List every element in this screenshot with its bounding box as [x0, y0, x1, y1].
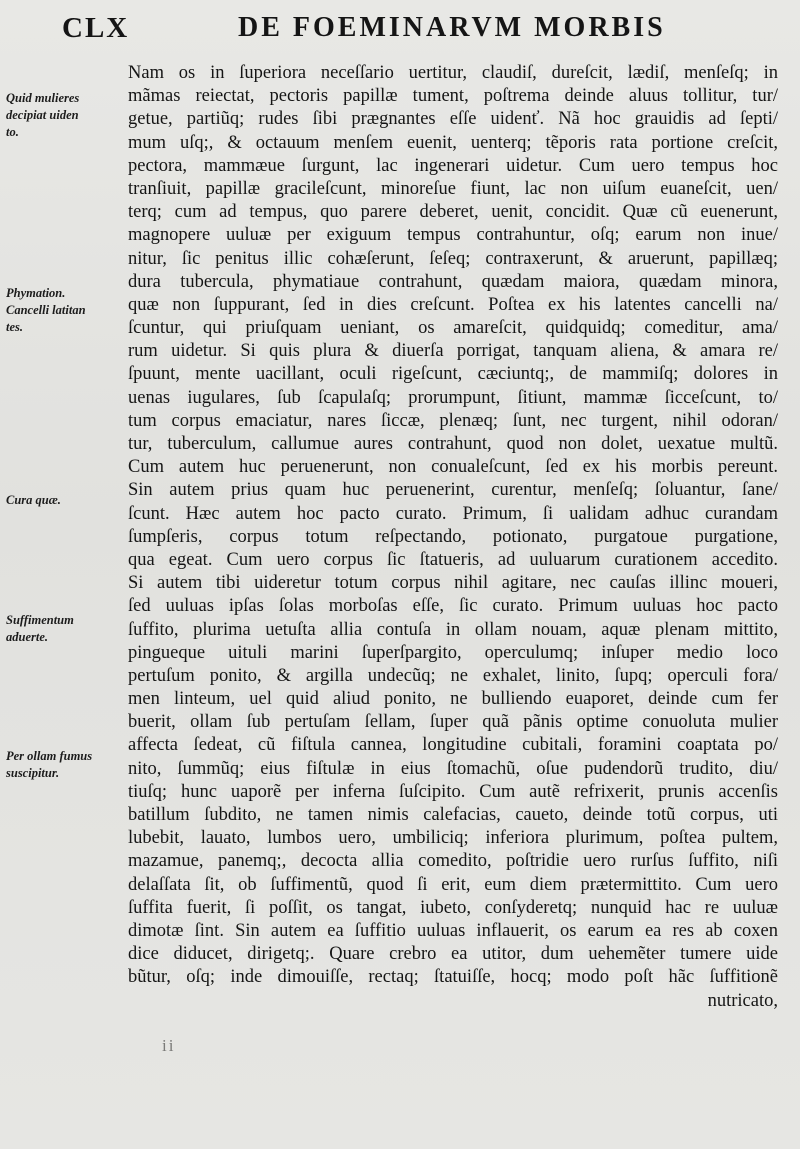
text-line: getue, partiũq; rudes ſibi prægnantes eſſe uidenť. Nã hoc grauidis ad ſepti/: [128, 109, 778, 130]
catchword: nutricato,: [707, 990, 778, 1011]
margin-note: [6, 748, 120, 782]
text-line: Si autem tibi uideretur totum corpus nihil agitare, nec cauſas illinc moueri,: [128, 573, 778, 594]
text-line: lubebit, lauato, lumbos uero, umbiliciq; inferiora plurimum, poſtea pultem,: [128, 828, 778, 849]
margin-note-line: Cancelli latitan: [6, 303, 86, 317]
text-line: tranſiuit, papillæ gracileſcunt, minoreſue fiunt, lac non uiſum euaneſcit, uen/: [128, 178, 778, 199]
text-line: ſed uuluas ipſas ſolas morboſas eſſe, ſic curato. Primum uuluas hoc pacto: [128, 596, 778, 617]
margin-note-line: to.: [6, 125, 19, 139]
text-line: uenas iugulares, ſub ſcapulaſq; prorumpunt, ſitiunt, mammæ ſicceſcunt, to/: [128, 387, 778, 408]
text-line: tiuſq; hunc uaporẽ per inferna ſuſcipito. Cum autẽ refrixerit, prunis accenſis: [128, 781, 778, 802]
text-line: delaſſata ſit, ob ſuffimentũ, quod ſi erit, eum diem prætermittito. Cum uero: [128, 874, 778, 895]
margin-note: [6, 90, 120, 141]
text-line: quæ non ſuppurant, ſed in dies creſcunt. Poſtea ex his latentes cancelli na/: [128, 294, 778, 315]
text-line: ſuffito, plurima uetuſta allia contuſa in ollam nouam, aquæ plenam mittito,: [128, 619, 778, 640]
margin-note: [6, 285, 120, 336]
text-line: batillum ſubdito, ne tamen nimis calefacias, caueto, deinde totũ corpus, uti: [128, 805, 778, 825]
text-line: rum uidetur. Si quis plura & diuerſa porrigat, tanquam aliena, & amara re/: [128, 341, 778, 362]
text-line: dura tubercula, phymatiaue contrahunt, quædam maiora, quædam minora,: [128, 271, 778, 292]
text-line: ſcuntur, qui priuſquam ueniant, os amareſcit, quidquidq; comeditur, ama/: [128, 318, 778, 339]
text-line: dice diducet, dirigetq;. Quare crebro ea utitor, dum uehemẽter tumere uide: [128, 944, 778, 965]
text-line: nitur, ſic penitus illic cohæſerunt, ſeſeq; contraxerunt, & aruerunt, papillæq;: [128, 248, 778, 269]
running-title: DE FOEMINARVM MORBIS: [238, 12, 666, 43]
signature-mark: ii: [162, 1036, 176, 1055]
margin-note-line: decipiat uiden: [6, 108, 79, 122]
text-line: Nam os in ſuperiora neceſſario uertitur, claudiſ, dureſcit, lædiſ, menſeſq; in: [128, 63, 778, 83]
margin-note-line: Cura quæ.: [6, 493, 61, 507]
text-line: mazamue, panemq;, decocta allia comedito, poſtridie uero rurſus ſuffito, niſi: [128, 851, 778, 872]
margin-note-line: suscipitur.: [6, 766, 60, 780]
margin-note-line: Quid mulieres: [6, 91, 80, 105]
page-header: [0, 6, 800, 46]
margin-note: [6, 492, 120, 509]
text-line: pectora, mammæue ſurgunt, lac ingenerari uidetur. Cum uero tempus hoc: [128, 155, 778, 176]
margin-note: [6, 612, 120, 646]
text-line: ſpuunt, mente uacillant, oculi rigeſcunt, cæciuntq;, de mammiſq; dolores in: [128, 364, 778, 385]
text-line: Sin autem prius quam huc peruenerint, curentur, menſeſq; ſoluantur, ſane/: [128, 480, 778, 501]
margin-note-line: Per ollam fumus: [6, 749, 93, 763]
text-line: pertuſum ponito, & argilla undecũq; ne exhalet, linito, ſupq; operculi fora/: [128, 665, 778, 686]
margin-note-line: Phymation.: [6, 286, 66, 300]
text-line: bũtur, oſq; inde dimouiſſe, rectaq; ſtatuiſſe, hocq; modo poſt hãc ſuffitionẽ: [128, 967, 778, 988]
text-line: mãmas reiectat, pectoris papillæ tument, poſtrema deinde aluus tollitur, tur/: [128, 86, 778, 107]
text-line: affecta ſedeat, cũ fiſtula cannea, longitudine cubitali, foramini coaptata po/: [128, 735, 778, 756]
text-line: buerit, ollam ſub pertuſam ſellam, ſuper quã pãnis optime conuoluta mulier: [128, 712, 778, 733]
margin-note-line: tes.: [6, 320, 24, 334]
margin-notes: [0, 0, 120, 1149]
text-line: nito, ſummũq; eius fiſtulæ in eius ſtomachũ, oſue pudendorũ trudito, diu/: [128, 758, 778, 779]
text-line: Cum autem huc peruenerunt, non conualeſcunt, ſed ex his morbis pereunt.: [128, 457, 778, 478]
text-line: tur, tuberculum, callumue aures contrahunt, quod non dolet, uexatue multũ.: [128, 434, 778, 454]
text-line: ſuffita fuerit, ſi poſſit, os tangat, iubeto, conſyderetq; nunquid hac re uuluæ: [128, 897, 778, 918]
margin-note-line: aduerte.: [6, 630, 49, 644]
folio-number: CLX: [62, 12, 130, 44]
text-line: tum corpus emaciatur, nares ſiccæ, plenæq; ſunt, nec turgent, nihil odoran/: [128, 410, 778, 431]
text-line: mum uſq;, & octauum menſem euenit, uenterq; tẽporis rata portione creſcit,: [128, 132, 778, 153]
text-line: terq; cum ad tempus, quo parere deberet, uenit, concidit. Quæ cũ euenerunt,: [128, 202, 778, 223]
text-line: magnopere uuluæ per exiguum tempus contrahuntur, oſq; earum non inue/: [128, 225, 778, 246]
main-text-block: [128, 62, 778, 1013]
margin-note-line: Suffimentum: [6, 613, 74, 627]
text-line: dimotæ ſint. Sin autem ea ſuffitio uuluas inflauerit, os earum ea res ab coxen: [128, 920, 778, 941]
text-line: qua egeat. Cum uero corpus ſic ſtatueris, ad uuluarum curationem accedito.: [128, 549, 778, 570]
text-line: men linteum, uel quid aliud ponito, ne bulliendo euaporet, deinde cum fer: [128, 689, 778, 710]
text-line: ſcunt. Hæc autem hoc pacto curato. Primum, ſi ualidam adhuc curandam: [128, 503, 778, 524]
text-line: pingueque uituli marini ſuperſpargito, operculumq; inſuper medio loco: [128, 642, 778, 663]
text-line: ſumpſeris, corpus totum reſpectando, potionato, purgatoue purgatione,: [128, 526, 778, 547]
